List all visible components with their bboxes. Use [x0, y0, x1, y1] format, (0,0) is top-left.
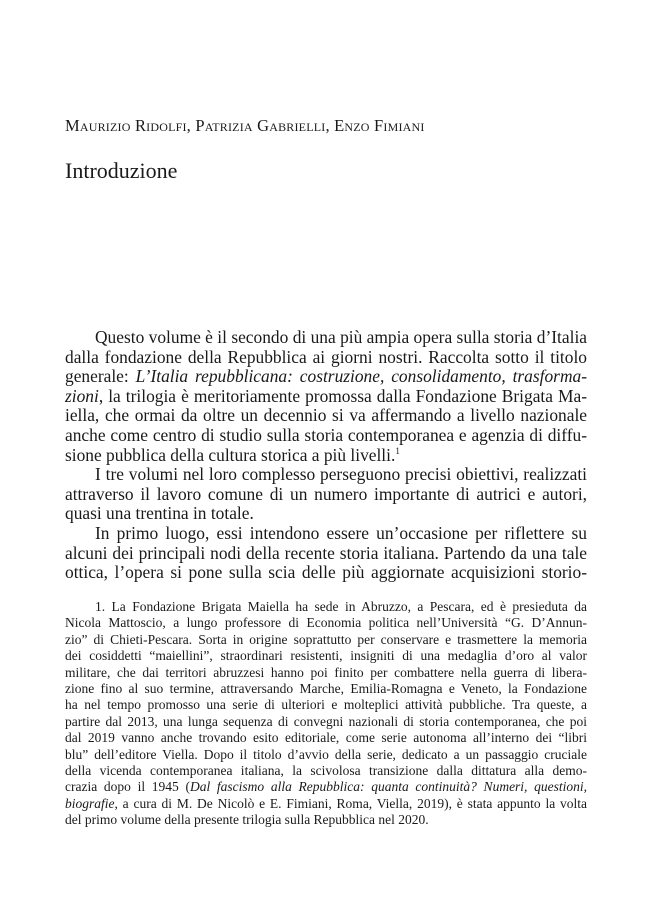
- text-line: dei cosiddetti “maiellini”, straordinari resistenti, insigniti di una medaglia d’oro al valor: [65, 648, 587, 664]
- text-line: zioni, la trilogia è meritoriamente promossa dalla Fondazione Brigata Ma-: [65, 385, 587, 406]
- text-line: attraverso il lavoro comune di un numero importante di autrici e autori,: [65, 483, 587, 504]
- text-line: ottica, l’opera si pone sulla scia delle più aggiornate acquisizioni storio-: [65, 562, 587, 583]
- text-line: In primo luogo, essi intendono essere un’occasione per riflettere su: [95, 522, 587, 543]
- author-name: Patrizia Gabrielli: [195, 116, 326, 135]
- text-line: I tre volumi nel loro complesso perseguono precisi obiettivi, realizzati: [95, 464, 587, 485]
- text-line: ha nel tempo promosso una serie di ulteriori e molteplici attività pubbliche. Tra queste, a: [65, 697, 587, 713]
- text-line: anche come centro di studio sulla storia contemporanea e agenzia di diffu-: [65, 424, 587, 445]
- author-name: Enzo Fimiani: [334, 116, 425, 135]
- footnote: [65, 599, 587, 829]
- text-line: generale: L’Italia repubblicana: costruzione, consolidamento, trasforma-: [65, 366, 587, 387]
- paragraph: [65, 524, 587, 583]
- text-line: dalla fondazione della Repubblica ai giorni nostri. Raccolta sotto il titolo: [65, 346, 587, 367]
- text-line: biografie, a cura di M. De Nicolò e E. Fimiani, Roma, Viella, 2019), è stata appunto la volta: [65, 795, 587, 811]
- body-text: [65, 328, 587, 583]
- author-name: Maurizio Ridolfi: [65, 116, 187, 135]
- text-line: quasi una trentina in totale.: [65, 503, 254, 524]
- text-line: blu” dell’editore Viella. Dopo il titolo d’avvio della serie, dedicato a un passaggio cruciale: [65, 746, 587, 762]
- text-line: iella, che ormai da oltre un decennio si va affermando a livello nazionale: [65, 405, 587, 426]
- text-line: zio” di Chieti-Pescara. Sorta in origine soprattutto per conservare e trasmettere la memoria: [65, 631, 587, 647]
- chapter-title: Introduzione: [65, 158, 178, 183]
- text-line: dal 2019 vanno anche trovando esito editoriale, come serie autonoma all’interno dei “libri: [65, 730, 587, 746]
- text-line: del primo volume della presente trilogia sulla Repubblica nel 2020.: [65, 812, 429, 828]
- paragraph: [65, 328, 587, 465]
- text-line: della vicenda contemporanea italiana, la scivolosa transizione dalla dittatura alla demo-: [65, 763, 587, 779]
- text-line: sione pubblica della cultura storica a più livelli.$^1$: [65, 444, 400, 465]
- text-line: militare, che dai territori abruzzesi hanno poi finito per combattere nella guerra di libera-: [65, 664, 587, 680]
- text-line: partire dal 2013, una lunga sequenza di convegni nazionali di storia contemporanea, che poi: [65, 713, 587, 729]
- text-line: crazia dopo il 1945 (Dal fascismo alla Repubblica: quanta continuità? Numeri, questioni,: [65, 779, 587, 795]
- text-line: Nicola Mattoscio, a lungo professore di Economia politica nell’Università “G. D’Annun-: [65, 615, 587, 631]
- text-line: Questo volume è il secondo di una più ampia opera sulla storia d’Italia: [95, 327, 587, 347]
- paragraph: [65, 465, 587, 524]
- text-line: zione fino al suo termine, attraversando Marche, Emilia-Romagna e Veneto, la Fondazione: [65, 681, 587, 697]
- text-line: alcuni dei principali nodi della recente storia italiana. Partendo da una tale: [65, 542, 587, 563]
- text-line: 1. La Fondazione Brigata Maiella ha sede in Abruzzo, a Pescara, ed è presieduta da: [95, 599, 587, 614]
- authors-line: Maurizio Ridolfi, Patrizia Gabrielli, Enzo Fimiani: [65, 116, 425, 135]
